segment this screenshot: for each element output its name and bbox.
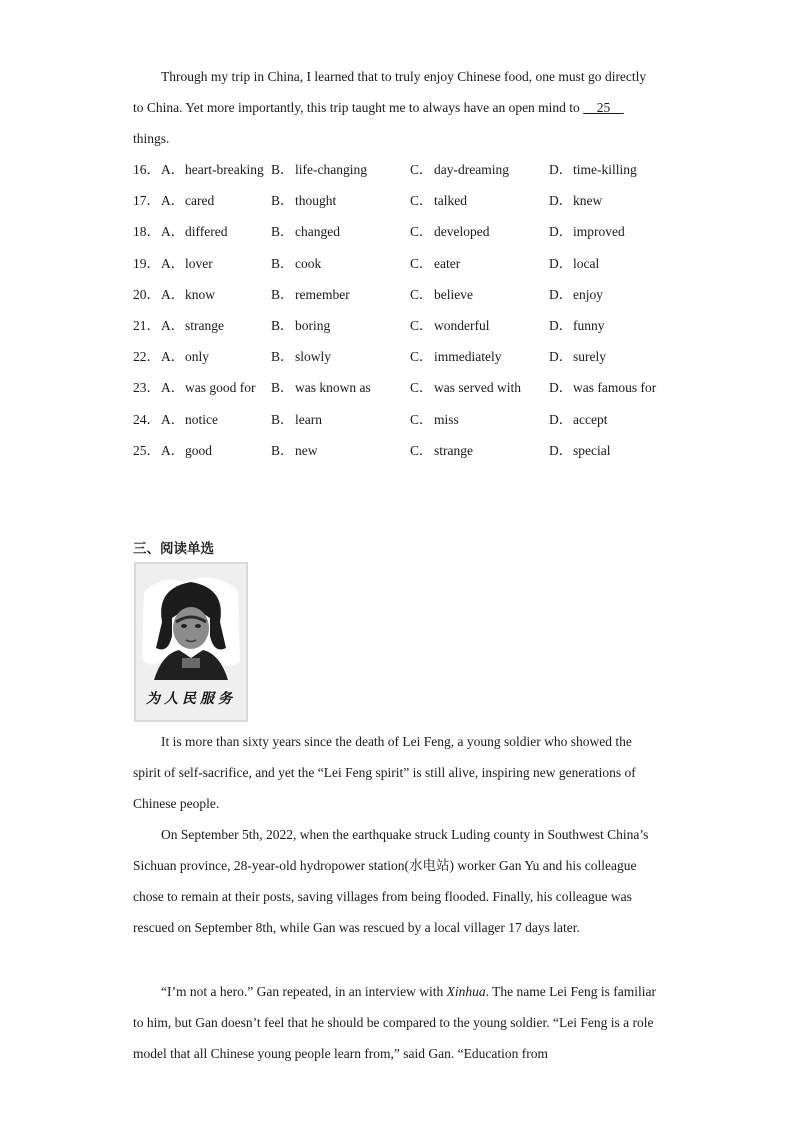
answer-option	[271, 404, 322, 435]
option-text: local	[573, 255, 600, 271]
answer-option	[161, 279, 215, 310]
option-text: differed	[185, 224, 228, 240]
option-letter: B．	[271, 317, 294, 333]
option-letter: C．	[410, 349, 433, 365]
option-text: good	[185, 442, 212, 458]
question-number: 18．	[133, 224, 160, 240]
option-text: was famous for	[573, 380, 657, 396]
option-text: wonderful	[434, 317, 490, 333]
question-number: 20．	[133, 286, 160, 302]
option-text: miss	[434, 411, 459, 427]
lei-feng-portrait-image	[134, 562, 248, 722]
option-text: knew	[573, 193, 603, 209]
option-text: know	[185, 286, 215, 302]
option-text: day-dreaming	[434, 162, 509, 177]
option-letter: B．	[271, 255, 294, 271]
option-letter: A．	[161, 380, 185, 396]
option-text: eater	[434, 255, 461, 271]
answer-option	[549, 216, 625, 247]
option-text: changed	[295, 224, 340, 240]
option-text: only	[185, 349, 210, 365]
option-letter: D．	[549, 380, 573, 396]
question-number: 25．	[133, 442, 160, 458]
option-text: strange	[434, 442, 473, 458]
option-letter: B．	[271, 193, 294, 209]
option-text: lover	[185, 255, 213, 271]
answer-option	[549, 279, 603, 310]
option-letter: C．	[410, 286, 433, 302]
answer-option	[410, 372, 521, 403]
option-letter: B．	[271, 224, 294, 240]
answer-option	[161, 372, 256, 403]
answer-option	[271, 310, 330, 341]
answer-blank-25: 25	[583, 100, 624, 115]
option-text: slowly	[295, 349, 332, 365]
option-text: developed	[434, 224, 490, 240]
option-letter: D．	[549, 255, 573, 271]
option-text: was served with	[434, 380, 521, 396]
option-letter: D．	[549, 349, 573, 365]
answer-option	[410, 341, 501, 372]
passage-paragraph-1: It is more than sixty years since the death of Lei Feng, a young soldier who showed the spirit of self-sacrifice, and yet the “Lei Feng spirit” is still alive, inspiring new generations of Chinese people.	[133, 734, 636, 811]
question-number: 16．	[133, 162, 160, 177]
answer-option	[549, 341, 606, 372]
option-letter: D．	[549, 442, 573, 458]
option-letter: C．	[410, 162, 433, 177]
answer-option	[161, 341, 209, 372]
answer-option	[549, 372, 656, 403]
intro-paragraph	[133, 61, 658, 154]
question-number: 21．	[133, 317, 160, 333]
option-letter: A．	[161, 349, 185, 365]
question-number: 19．	[133, 255, 160, 271]
option-letter: C．	[410, 193, 433, 209]
option-text: strange	[185, 317, 224, 333]
option-text: surely	[573, 349, 606, 365]
option-letter: A．	[161, 442, 185, 458]
intro-line-1: Through my trip in China, I learned that to truly enjoy Chinese food, one must go	[161, 69, 602, 84]
option-letter: A．	[161, 317, 185, 333]
xinhua-name: Xinhua	[446, 984, 486, 999]
option-letter: A．	[161, 255, 185, 271]
answer-option	[549, 435, 610, 466]
option-letter: A．	[161, 193, 185, 209]
question-number: 22．	[133, 349, 160, 365]
option-text: was good for	[185, 380, 256, 396]
answer-option	[161, 248, 213, 279]
answer-option	[410, 154, 509, 185]
option-text: cook	[295, 255, 322, 271]
option-text: immediately	[434, 349, 502, 365]
answer-option	[410, 310, 489, 341]
option-letter: C．	[410, 317, 433, 333]
question-number: 23．	[133, 380, 160, 396]
passage-p3-part-b: . The name Lei Feng is familiar to him, but Gan doesn’t feel that he should be compared to the young soldier. “Lei Feng is a role model that all Chinese young people learn from,” said Gan. “Education from	[133, 984, 656, 1061]
option-text: time-killing	[573, 162, 637, 177]
answer-option	[271, 154, 367, 185]
passage-paragraph-3	[133, 976, 658, 1069]
option-letter: C．	[410, 411, 433, 427]
section-heading: 三、阅读单选	[133, 541, 214, 557]
answer-option	[271, 216, 340, 247]
option-letter: A．	[161, 286, 185, 302]
portrait-caption: 为人民服务	[146, 691, 236, 707]
option-text: was known as	[295, 380, 371, 396]
option-letter: D．	[549, 286, 573, 302]
answer-option	[271, 435, 318, 466]
option-text: accept	[573, 411, 608, 427]
option-text: cared	[185, 193, 215, 209]
question-number: 17．	[133, 193, 160, 209]
option-letter: B．	[271, 162, 294, 177]
answer-option	[549, 185, 602, 216]
option-letter: A．	[161, 162, 185, 177]
question-number: 24．	[133, 411, 160, 427]
option-letter: B．	[271, 286, 294, 302]
answer-option	[549, 310, 605, 341]
option-text: funny	[573, 317, 605, 333]
option-text: special	[573, 442, 611, 458]
answer-option	[410, 185, 467, 216]
answer-option	[271, 372, 371, 403]
option-letter: B．	[271, 349, 294, 365]
option-text: heart-breaking	[185, 162, 264, 177]
answer-option	[271, 185, 336, 216]
option-text: enjoy	[573, 286, 603, 302]
option-text: improved	[573, 224, 625, 240]
passage-p3-part-a: “I’m not a hero.” Gan repeated, in an interview with	[161, 984, 447, 999]
intro-line-3-end: things.	[133, 131, 170, 146]
option-letter: C．	[410, 224, 433, 240]
answer-option	[549, 154, 637, 185]
answer-option	[271, 279, 350, 310]
option-letter: D．	[549, 162, 573, 177]
answer-option	[271, 248, 321, 279]
option-text: boring	[295, 317, 331, 333]
option-letter: D．	[549, 193, 573, 209]
option-text: life-changing	[295, 162, 367, 177]
answer-option	[410, 435, 473, 466]
intro-line-2: directly to China. Yet more importantly, this trip taught me to always have an open mind to	[133, 69, 647, 115]
option-letter: C．	[410, 255, 433, 271]
option-text: notice	[185, 411, 218, 427]
option-letter: C．	[410, 442, 433, 458]
answer-option	[410, 248, 460, 279]
option-text: talked	[434, 193, 467, 209]
answer-option	[410, 279, 473, 310]
option-letter: D．	[549, 224, 573, 240]
option-letter: A．	[161, 224, 185, 240]
answer-option	[410, 216, 489, 247]
option-letter: A．	[161, 411, 185, 427]
answer-option	[161, 154, 264, 185]
option-letter: B．	[271, 380, 294, 396]
answer-option	[161, 185, 214, 216]
answer-option	[161, 310, 224, 341]
answer-option	[161, 216, 227, 247]
option-letter: C．	[410, 380, 433, 396]
answer-option	[549, 404, 607, 435]
option-text: thought	[295, 193, 337, 209]
option-text: believe	[434, 286, 473, 302]
option-letter: D．	[549, 411, 573, 427]
option-text: new	[295, 442, 318, 458]
passage-paragraph-2: On September 5th, 2022, when the earthquake struck Luding county in Southwest China’s Sichuan province, 28-year-old hydropower station(水电站) worker Gan Yu and his colleague chose to remain at their posts, saving villages from being flooded. Finally, his colleague was rescued on September 8th, while Gan was rescued by a local villager 17 days later.	[133, 827, 649, 935]
option-letter: B．	[271, 411, 294, 427]
option-letter: D．	[549, 317, 573, 333]
answer-option	[161, 435, 212, 466]
option-text: remember	[295, 286, 350, 302]
answer-option	[161, 404, 218, 435]
option-text: learn	[295, 411, 322, 427]
option-letter: B．	[271, 442, 294, 458]
answer-option	[410, 404, 459, 435]
answer-option	[271, 341, 331, 372]
answer-option	[549, 248, 599, 279]
